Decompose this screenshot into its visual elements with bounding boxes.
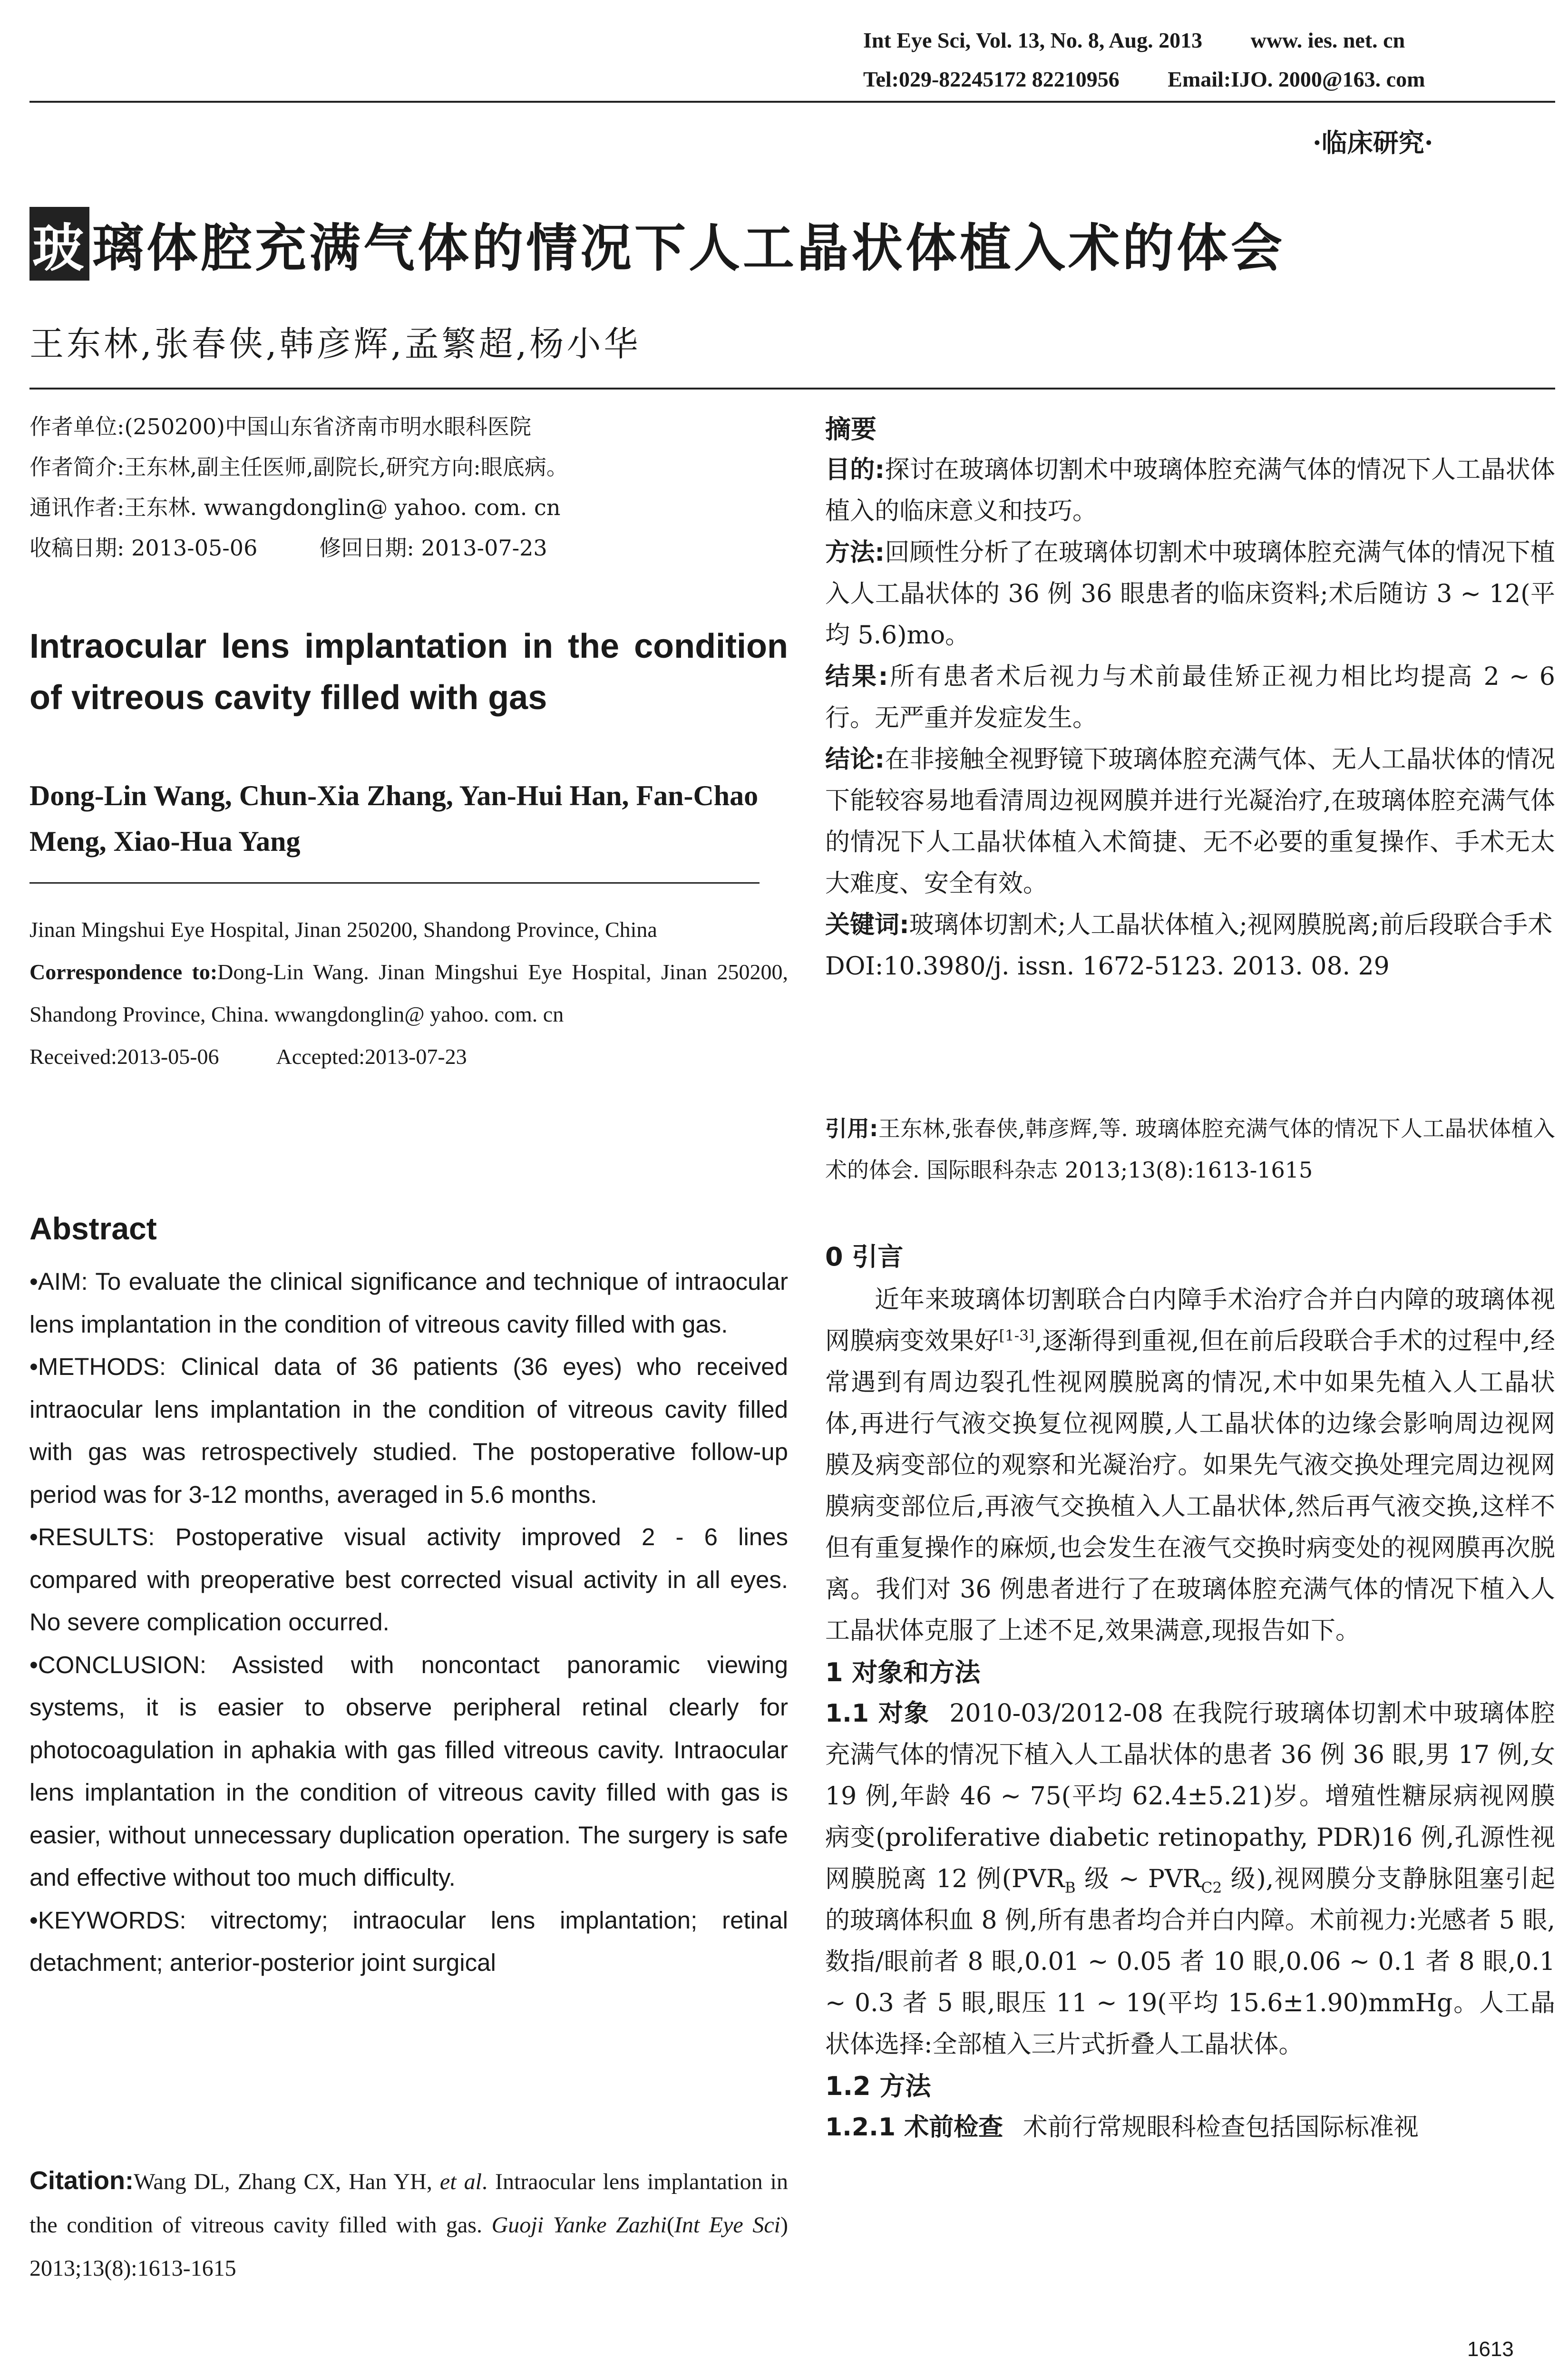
citation-title: . Intraocular lens implantation in the condition of vitreous cavity filled with gas. — [29, 2169, 788, 2238]
section11-paragraph — [825, 1693, 1555, 2065]
citation-label: Citation: — [29, 2166, 134, 2195]
intro-paragraph — [825, 1279, 1555, 1652]
citation-cn-text: 王东林,张春侠,韩彦辉,等. 玻璃体腔充满气体的情况下人工晶状体植入术的体会. 国际眼科杂志 2013;13(8):1613-1615 — [825, 1116, 1555, 1183]
dates-en — [29, 1035, 788, 1078]
abstract-conclusion: •CONCLUSION: Assisted with noncontact panoramic viewing systems, it is easier to observe peripheral retinal clearly for photocoagulation in aphakia with gas filled vitreous cavity. Intraocular lens implantation in the condition of vitreous cavity filled with gas is easier, without unnecessary duplication operation. The surgery is safe and effective without too much difficulty. — [29, 1651, 788, 1891]
received-date-cn: 收稿日期: 2013-05-06 — [29, 535, 258, 561]
pvr-b-sub: B — [1064, 1879, 1076, 1897]
abstract-results: •RESULTS: Postoperative visual activity improved 2 - 6 lines compared with preoperative best corrected visual activity in all eyes. No severe complication occurred. — [29, 1523, 788, 1636]
page-number: 1613 — [1467, 2338, 1514, 2361]
summary-aim-label: 目的: — [825, 456, 885, 484]
section11-text-c: 级),视网膜分支静脉阻塞引起的玻璃体积血 8 例,所有患者均合并白内障。术前视力:光感者 5 眼,数指/眼前者 8 眼,0.01 ~ 0.05 者 10 眼,0.06 ~ 0.1 者 8 眼,0.1 ~ 0.3 者 5 眼,眼压 11 ~ 19(平均 15.6±1.90)mmHg。人工晶状体选择:全部植入三片式折叠人工晶状体。 — [825, 1865, 1555, 2059]
correspondence-label: Correspondence to: — [29, 960, 218, 984]
title-text: 璃体腔充满气体的情况下人工晶状体植入术的体会 — [92, 219, 1286, 278]
citation-volume: ) 2013;13(8):1613-1615 — [29, 2212, 789, 2281]
intro-heading: 0 引言 — [825, 1242, 904, 1272]
affiliation-rule — [29, 882, 760, 884]
authors-en: Dong-Lin Wang, Chun-Xia Zhang, Yan-Hui Han, Fan-Chao Meng, Xiao-Hua Yang — [29, 780, 759, 857]
summary-keywords — [825, 905, 1555, 946]
section12-heading: 1.2 方法 — [825, 2071, 931, 2101]
summary-results — [825, 656, 1555, 739]
abstract-body — [29, 1260, 788, 1984]
citation-authors: Wang DL, Zhang CX, Han YH, — [133, 2169, 440, 2194]
section11-label: 1.1 对象 — [825, 1699, 930, 1728]
section121-label: 1.2.1 术前检查 — [825, 2113, 1003, 2142]
citation-paren: ( — [666, 2212, 674, 2238]
section11-text-a: 2010-03/2012-08 在我院行玻璃体切割术中玻璃体腔充满气体的情况下植入人工晶状体的患者 36 例 36 眼,男 17 例,女 19 例,年龄 46 ~ 75(平均 62.4±5.21)岁。增殖性糖尿病视网膜病变(proliferative diabetic retinopathy, PDR)16 例,孔源性视网膜脱离 12 例(PVR — [825, 1699, 1555, 1893]
summary-conclusion — [825, 739, 1555, 905]
received-date-en: Received:2013-05-06 — [29, 1044, 219, 1069]
affiliation-block — [29, 908, 788, 1078]
title-drop-letter: 玻 — [29, 207, 89, 281]
author-meta-cn — [29, 407, 568, 568]
accepted-date-en: Accepted:2013-07-23 — [276, 1044, 467, 1069]
summary-heading-cn: 摘要 — [825, 414, 877, 444]
revised-date-cn: 修回日期: 2013-07-23 — [319, 535, 547, 561]
summary-methods — [825, 532, 1555, 656]
abstract-heading: Abstract — [29, 1211, 157, 1246]
intro-text-a: 近年来玻璃体切割联合白内障手术治疗合并白内障的玻璃体视网膜病变效果好 — [825, 1286, 1555, 1355]
author-bio: 作者简介:王东林,副主任医师,副院长,研究方向:眼底病。 — [29, 454, 568, 480]
section-tag: ·临床研究· — [1313, 127, 1433, 158]
citation-journal-en: Int Eye Sci — [674, 2212, 781, 2238]
summary-keywords-label: 关键词: — [825, 911, 909, 939]
citation-cn — [825, 1108, 1555, 1191]
pvr-c2-sub: C2 — [1201, 1879, 1222, 1897]
summary-conclusion-text: 在非接触全视野镜下玻璃体腔充满气体、无人工晶状体的情况下能较容易地看清周边视网膜并进行光凝治疗,在玻璃体腔充满气体的情况下人工晶状体植入术简捷、无不必要的重复操作、手术无太大难度、安全有效。 — [825, 745, 1555, 898]
section11-text-b: 级 ~ PVR — [1075, 1865, 1201, 1893]
summary-cn — [825, 449, 1555, 987]
affiliation-en: Jinan Mingshui Eye Hospital, Jinan 250200, Shandong Province, China — [29, 917, 657, 942]
journal-contact — [863, 67, 1425, 92]
summary-methods-text: 回顾性分析了在玻璃体切割术中玻璃体腔充满气体的情况下植入人工晶状体的 36 例 36 眼患者的临床资料;术后随访 3 ~ 12(平均 5.6)mo。 — [825, 538, 1555, 650]
authors-cn: 王东林,张春侠,韩彦辉,孟繁超,杨小华 — [29, 324, 641, 364]
journal-tel: Tel:029-82245172 82210956 — [863, 67, 1120, 91]
journal-website: www. ies. net. cn — [1250, 28, 1405, 52]
summary-aim-text: 探讨在玻璃体切割术中玻璃体腔充满气体的情况下人工晶状体植入的临床意义和技巧。 — [825, 456, 1555, 526]
summary-conclusion-label: 结论: — [825, 745, 885, 774]
citation-journal: Guoji Yanke Zazhi — [491, 2212, 667, 2238]
citation-cn-label: 引用: — [825, 1116, 878, 1141]
correspondence-en — [29, 951, 788, 1035]
summary-keywords-text: 玻璃体切割术;人工晶状体植入;视网膜脱离;前后段联合手术 — [909, 911, 1553, 939]
journal-citation-line: Int Eye Sci, Vol. 13, No. 8, Aug. 2013 — [863, 28, 1203, 52]
section121-text: 术前行常规眼科检查包括国际标准视 — [1023, 2113, 1419, 2142]
citation-en — [29, 2159, 788, 2290]
section1-heading: 1 对象和方法 — [825, 1657, 981, 1687]
correspondence-text: Dong-Lin Wang. Jinan Mingshui Eye Hospital, Jinan 250200, Shandong Province, China. wwangdonglin@ yahoo. com. cn — [29, 960, 788, 1026]
section121-paragraph — [825, 2107, 1555, 2148]
journal-email: Email:IJO. 2000@163. com — [1168, 67, 1425, 91]
summary-aim — [825, 449, 1555, 532]
abstract-keywords: •KEYWORDS: vitrectomy; intraocular lens implantation; retinal detachment; anterior-posterior joint surgical — [29, 1906, 788, 1976]
citation-etal: et al — [439, 2169, 482, 2194]
dates-cn — [29, 528, 568, 568]
journal-info — [863, 28, 1405, 53]
article-title-cn — [29, 207, 1285, 281]
intro-text-b: ,逐渐得到重视,但在前后段联合手术的过程中,经常遇到有周边裂孔性视网膜脱离的情况,术中如果先植入人工晶状体,再进行气液交换复位视网膜,人工晶状体的边缘会影响周边视网膜及病变部位的观察和光凝治疗。如果先气液交换处理完周边视网膜病变部位后,再液气交换植入人工晶状体,然后再气液交换,这样不但有重复操作的麻烦,也会发生在液气交换时病变处的视网膜再次脱离。我们对 36 例患者进行了在玻璃体腔充满气体的情况下植入人工晶状体克服了上述不足,效果满意,现报告如下。 — [825, 1327, 1555, 1645]
article-title-en: Intraocular lens implantation in the condition of vitreous cavity filled with gas — [29, 627, 788, 717]
summary-methods-label: 方法: — [825, 538, 885, 567]
intro-reference: [1-3] — [999, 1327, 1035, 1344]
summary-results-label: 结果: — [825, 662, 888, 691]
corresponding-author: 通讯作者:王东林. wwangdonglin@ yahoo. com. cn — [29, 495, 561, 520]
abstract-aim: •AIM: To evaluate the clinical significance and technique of intraocular lens implantation in the condition of vitreous cavity filled with gas. — [29, 1268, 788, 1338]
summary-doi: DOI:10.3980/j. issn. 1672-5123. 2013. 08. 29 — [825, 952, 1390, 981]
title-rule — [29, 388, 1555, 390]
author-unit: 作者单位:(250200)中国山东省济南市明水眼科医院 — [29, 414, 531, 439]
abstract-methods: •METHODS: Clinical data of 36 patients (36 eyes) who received intraocular lens implantation in the condition of vitreous cavity filled with gas was retrospectively studied. The postoperative follow-up period was for 3-12 months, averaged in 5.6 months. — [29, 1353, 788, 1508]
summary-results-text: 所有患者术后视力与术前最佳矫正视力相比均提高 2 ~ 6 行。无严重并发症发生。 — [825, 662, 1556, 732]
body-text — [825, 1279, 1555, 2148]
header-rule — [29, 101, 1555, 103]
